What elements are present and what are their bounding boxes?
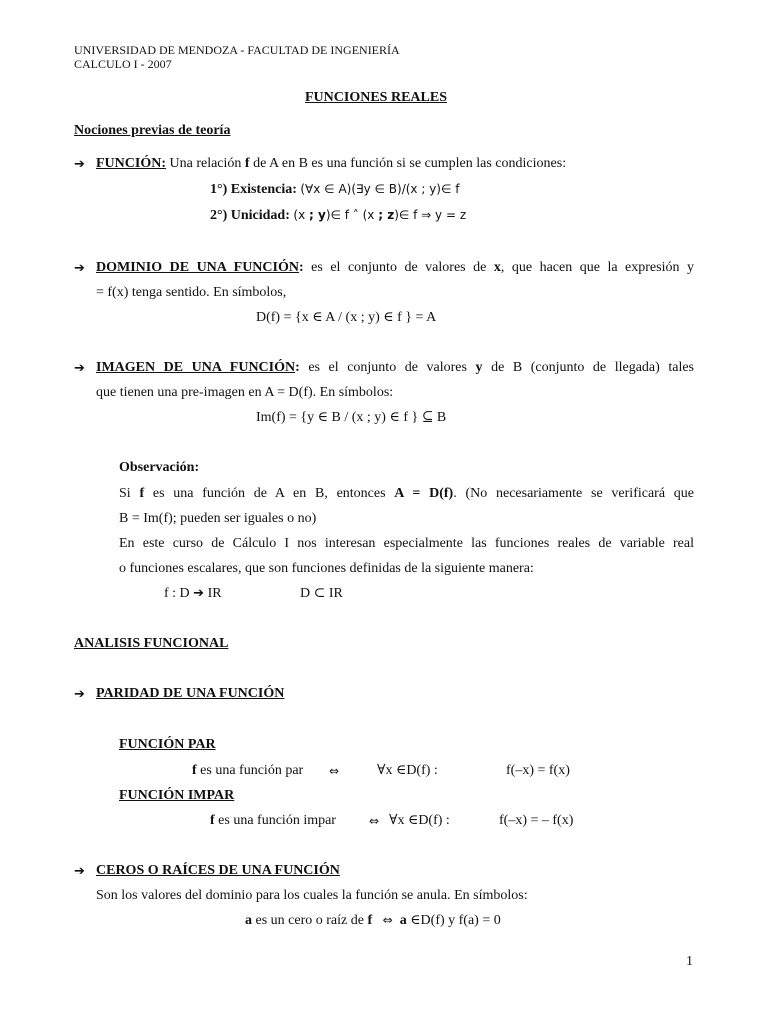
function-mapping: f : D ➔ IR [164,586,222,601]
imagen-line2: que tienen una pre-imagen en A = D(f). En símbolos: [96,385,394,400]
observacion-line1: Si f es una función de A en B, entonces A = D(f). (No necesariamente se verificará que [119,486,695,501]
domain-subset: D ⊂ IR [300,586,343,601]
funcion-heading: FUNCIÓN: [96,156,166,171]
right-arrow-icon: ➔ [74,261,85,276]
dominio-definition: DOMINIO DE UNA FUNCIÓN: es el conjunto de valores de x, que hacen que la expresión y [96,260,694,275]
unicidad-label: 2°) Unicidad: [210,208,290,223]
impar-forall: ∀x ∈D(f) : [389,813,450,828]
ceros-definition: a es un cero o raíz de f ⇔ a ∈D(f) y f(a) = 0 [245,913,501,928]
page-title: FUNCIONES REALES [305,90,447,105]
par-iff: ⇔ [329,764,340,778]
dominio-line2: = f(x) tenga sentido. En símbolos, [96,285,287,300]
impar-definition: f es una función impar [210,813,336,828]
dominio-heading: DOMINIO DE UNA FUNCIÓN [96,260,299,275]
section-heading-analisis: ANALISIS FUNCIONAL [74,636,229,651]
page-number: 1 [686,954,693,969]
header-course: CALCULO I - 2007 [74,57,172,71]
existencia-label: 1°) Existencia: [210,182,297,197]
observacion-line4: o funciones escalares, que son funciones definidas de la siguiente manera: [119,561,534,576]
funcion-definition: FUNCIÓN: Una relación f de A en B es una función si se cumplen las condiciones: [96,156,567,171]
par-equation: f(–x) = f(x) [506,763,570,778]
unicidad-formula: (x ; y)∈ f ˄ (x ; z)∈ f ⇒ y = z [293,208,467,222]
observacion-heading: Observación: [119,460,200,475]
imagen-definition: IMAGEN DE UNA FUNCIÓN: es el conjunto de valores y de B (conjunto de llegada) tales [96,360,694,375]
funcion-impar-heading: FUNCIÓN IMPAR [119,788,235,803]
unicidad-condition [210,209,466,223]
right-arrow-icon: ➔ [74,864,85,879]
existencia-formula: (∀x ∈ A)(∃y ∈ B)/(x ; y)∈ f [300,182,460,196]
imagen-formula: Im(f) = {y ∈ B / (x ; y) ∈ f } ⊆ B [256,410,447,425]
dominio-formula: D(f) = {x ∈ A / (x ; y) ∈ f } = A [256,310,437,325]
impar-iff: ⇔ [369,814,380,828]
header-institution: UNIVERSIDAD DE MENDOZA - FACULTAD DE INGENIERÍA [74,43,400,57]
observacion-line2: B = Im(f); pueden ser iguales o no) [119,511,317,526]
impar-equation: f(–x) = – f(x) [499,813,574,828]
ceros-line1: Son los valores del dominio para los cuales la función se anula. En símbolos: [96,888,528,903]
ceros-heading: CEROS O RAÍCES DE UNA FUNCIÓN [96,863,340,878]
right-arrow-icon: ➔ [74,157,85,172]
par-definition: f es una función par [192,763,304,778]
existencia-condition [210,183,459,197]
section-heading-nociones: Nociones previas de teoría [74,123,231,138]
imagen-heading: IMAGEN DE UNA FUNCIÓN [96,360,296,375]
right-arrow-icon: ➔ [74,687,85,702]
par-forall: ∀x ∈D(f) : [377,763,438,778]
funcion-par-heading: FUNCIÓN PAR [119,737,216,752]
observacion-line3: En este curso de Cálculo I nos interesan especialmente las funciones reales de variable real [119,536,694,551]
paridad-heading: PARIDAD DE UNA FUNCIÓN [96,686,285,701]
right-arrow-icon: ➔ [74,361,85,376]
right-arrow-icon: ➔ [193,586,205,601]
